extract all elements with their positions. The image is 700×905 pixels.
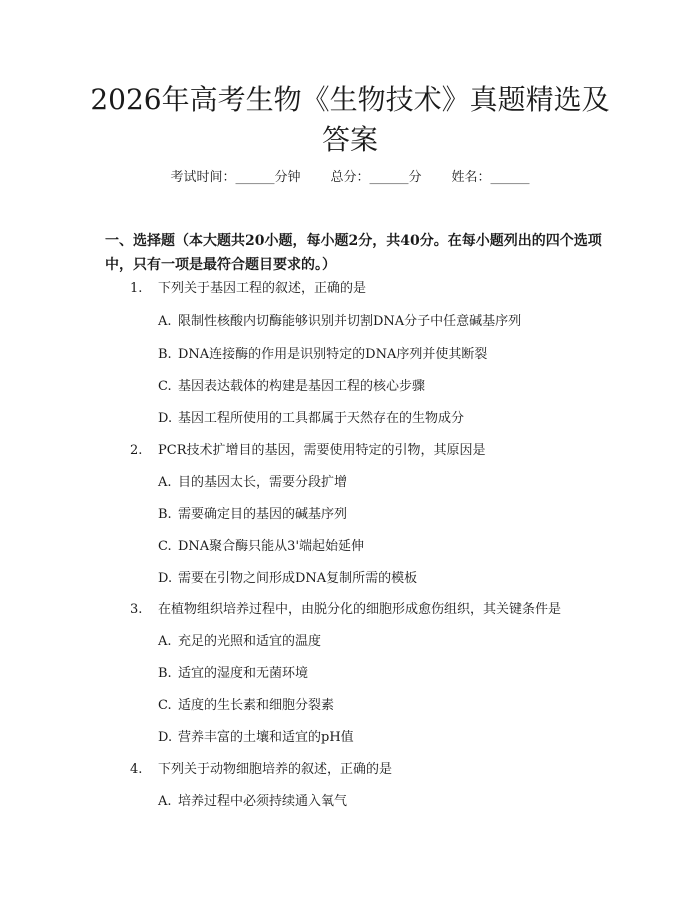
question-3-option-b (158, 664, 308, 684)
question-4-option-a (158, 792, 347, 812)
question-1-option-a (158, 312, 521, 332)
option-letter: A. (158, 794, 172, 809)
exam-score-blank: ______ (369, 170, 409, 185)
option-letter: D. (158, 571, 173, 586)
option-letter: B. (158, 666, 172, 681)
exam-score-label: 总分： (330, 170, 370, 185)
question-3-option-c (158, 696, 334, 716)
question-number: 1. (130, 281, 143, 296)
question-stem: PCR技术扩增目的基因，需要使用特定的引物，其原因是 (158, 443, 486, 458)
exam-time-unit: 分钟 (274, 170, 301, 185)
option-text: DNA聚合酶只能从3'端起始延伸 (178, 539, 365, 554)
option-letter: C. (158, 539, 172, 554)
question-3 (130, 600, 561, 620)
question-stem: 下列关于基因工程的叙述，正确的是 (158, 281, 367, 296)
option-text: 基因工程所使用的工具都属于天然存在的生物成分 (178, 411, 465, 426)
option-letter: A. (158, 314, 172, 329)
option-text: 适宜的湿度和无菌环境 (178, 666, 309, 681)
question-stem: 下列关于动物细胞培养的叙述，正确的是 (158, 762, 393, 777)
question-2-option-a (158, 473, 347, 493)
question-4 (130, 760, 392, 780)
option-letter: B. (158, 507, 172, 522)
option-letter: C. (158, 698, 172, 713)
option-text: 适度的生长素和细胞分裂素 (178, 698, 335, 713)
question-2-option-c (158, 537, 364, 557)
option-text: DNA连接酶的作用是识别特定的DNA序列并使其断裂 (178, 347, 488, 362)
option-text: 培养过程中必须持续通入氧气 (178, 794, 348, 809)
document-title: 2026年高考生物《生物技术》真题精选及答案 (90, 83, 610, 156)
exam-name-label: 姓名： (451, 170, 491, 185)
exam-name-blank: ______ (490, 170, 530, 185)
option-text: 营养丰富的土壤和适宜的pH值 (178, 730, 354, 745)
option-text: 基因表达载体的构建是基因工程的核心步骤 (178, 379, 426, 394)
option-text: 需要确定目的基因的碱基序列 (178, 507, 348, 522)
question-1-option-b (158, 345, 487, 365)
question-3-option-a (158, 632, 321, 652)
option-letter: D. (158, 730, 173, 745)
question-2-option-d (158, 569, 417, 589)
exam-score-unit: 分 (408, 170, 422, 185)
question-3-option-d (158, 728, 354, 748)
option-text: 目的基因太长，需要分段扩增 (178, 475, 348, 490)
question-number: 3. (130, 602, 143, 617)
exam-info-line (0, 168, 700, 188)
option-letter: C. (158, 379, 172, 394)
exam-time-label: 考试时间： (170, 170, 236, 185)
question-2-option-b (158, 505, 347, 525)
exam-time-blank: ______ (235, 170, 275, 185)
question-1-option-d (158, 409, 464, 429)
question-1 (130, 279, 366, 299)
option-text: 限制性核酸内切酶能够识别并切割DNA分子中任意碱基序列 (178, 314, 522, 329)
question-2 (130, 441, 485, 461)
option-letter: A. (158, 475, 172, 490)
option-text: 需要在引物之间形成DNA复制所需的模板 (178, 571, 418, 586)
section-heading: 一、选择题（本大题共20小题，每小题2分，共40分。在每小题列出的四个选项中，只有一项是最符合题目要求的。） (105, 233, 602, 273)
question-stem: 在植物组织培养过程中，由脱分化的细胞形成愈伤组织，其关键条件是 (158, 602, 562, 617)
question-number: 2. (130, 443, 143, 458)
option-letter: A. (158, 634, 172, 649)
option-letter: D. (158, 411, 173, 426)
question-number: 4. (130, 762, 143, 777)
question-1-option-c (158, 377, 425, 397)
option-text: 充足的光照和适宜的温度 (178, 634, 322, 649)
option-letter: B. (158, 347, 172, 362)
